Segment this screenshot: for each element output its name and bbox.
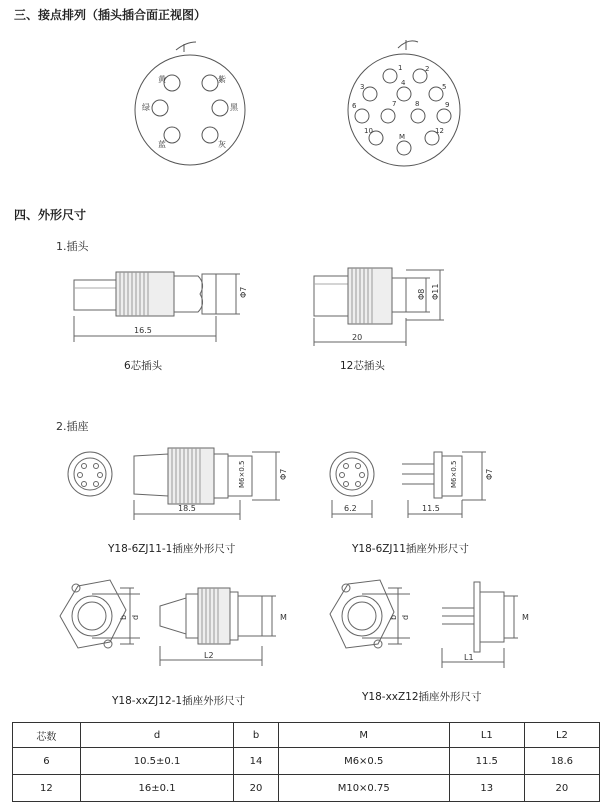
pin12-label-7: 7 — [392, 100, 397, 108]
table-cell: 14 — [234, 748, 278, 775]
socket-2-drawing — [322, 442, 502, 526]
pin-layout-6 — [120, 38, 270, 168]
table-cell: M6×0.5 — [278, 748, 449, 775]
table-cell: 12 — [13, 775, 81, 802]
socket2-dim-dia: Φ7 — [485, 468, 494, 480]
pin6-label-5: 蓝 — [158, 140, 166, 149]
header-cell: b — [234, 723, 278, 748]
socket4-dim-m: M — [522, 613, 529, 622]
socket1-dim-dia: Φ7 — [279, 468, 288, 480]
socket-4-caption: Y18-xxZ12插座外形尺寸 — [362, 691, 482, 703]
plug-12-drawing — [306, 262, 456, 352]
table-header-row — [13, 723, 600, 748]
pin12-label-4: 4 — [401, 79, 406, 87]
pin-layout-12 — [332, 36, 482, 168]
socket1-dim-len: 18.5 — [178, 504, 196, 513]
pin12-label-9: 9 — [445, 101, 450, 109]
table-row — [13, 775, 600, 802]
socket3-dim-l2: L2 — [204, 651, 214, 660]
socket-1-drawing — [64, 442, 296, 526]
socket2-dim-thread: M6×0.5 — [450, 460, 458, 488]
pin12-label-3: 3 — [360, 83, 365, 91]
pin12-label-5: 5 — [442, 83, 447, 91]
table-cell: 6 — [13, 748, 81, 775]
table-cell: 16±0.1 — [80, 775, 234, 802]
socket-3-drawing — [50, 572, 290, 672]
spec-table — [12, 722, 600, 802]
plug12-dim-len: 20 — [352, 333, 363, 342]
table-cell: 20 — [524, 775, 599, 802]
table-cell: 18.6 — [524, 748, 599, 775]
pin12-label-2: 2 — [425, 65, 430, 73]
header-cell: d — [80, 723, 234, 748]
table-cell: 20 — [234, 775, 278, 802]
table-cell: 11.5 — [449, 748, 524, 775]
header-cell: 芯数 — [13, 723, 81, 748]
table-cell: 13 — [449, 775, 524, 802]
socket-2-caption: Y18-6ZJ11插座外形尺寸 — [352, 543, 469, 555]
table-cell: M10×0.75 — [278, 775, 449, 802]
pin12-label-11: M — [399, 133, 406, 141]
pin12-label-10: 10 — [364, 127, 373, 135]
header-cell: L1 — [449, 723, 524, 748]
pin6-label-2: 紫 — [218, 75, 226, 84]
plugs-subtitle: 1.插头 — [56, 240, 89, 253]
table-row — [13, 748, 600, 775]
socket2-dim-a: 6.2 — [344, 504, 357, 513]
section-3-title: 三、接点排列（插头插合面正视图） — [14, 8, 207, 22]
socket3-dim-m: M — [280, 613, 287, 622]
socket3-dim-b: b — [119, 614, 128, 620]
plug12-dim-dia2: Φ11 — [431, 283, 440, 300]
socket-3-caption: Y18-xxZJ12-1插座外形尺寸 — [112, 695, 246, 707]
pin12-label-6: 6 — [352, 102, 357, 110]
plug12-dim-dia1: Φ8 — [417, 288, 426, 300]
socket1-dim-thread: M6×0.5 — [238, 460, 246, 488]
header-cell: L2 — [524, 723, 599, 748]
socket2-dim-len: 11.5 — [422, 504, 440, 513]
header-cell: M — [278, 723, 449, 748]
plug-6-caption: 6芯插头 — [124, 360, 163, 372]
socket4-dim-b: b — [389, 614, 398, 620]
pin12-label-1: 1 — [398, 64, 403, 72]
pin6-label-1: 黄 — [158, 75, 166, 84]
socket4-dim-d: d — [401, 614, 410, 620]
table-cell: 10.5±0.1 — [80, 748, 234, 775]
socket4-dim-l1: L1 — [464, 653, 474, 662]
socket-1-caption: Y18-6ZJ11-1插座外形尺寸 — [108, 543, 236, 555]
pin6-label-4: 黑 — [230, 103, 238, 112]
plug-6-drawing — [68, 262, 258, 352]
plug-12-caption: 12芯插头 — [340, 360, 385, 372]
pin12-label-8: 8 — [415, 100, 420, 108]
socket-4-drawing — [318, 572, 538, 672]
plug6-dim-dia: Φ7 — [239, 286, 248, 298]
socket3-dim-d: d — [131, 614, 140, 620]
pin6-label-6: 灰 — [218, 140, 226, 149]
pin12-label-12: 12 — [435, 127, 444, 135]
sockets-subtitle: 2.插座 — [56, 420, 89, 433]
section-4-title: 四、外形尺寸 — [14, 208, 87, 222]
plug6-dim-len: 16.5 — [134, 326, 152, 335]
pin6-label-3: 绿 — [142, 103, 150, 112]
